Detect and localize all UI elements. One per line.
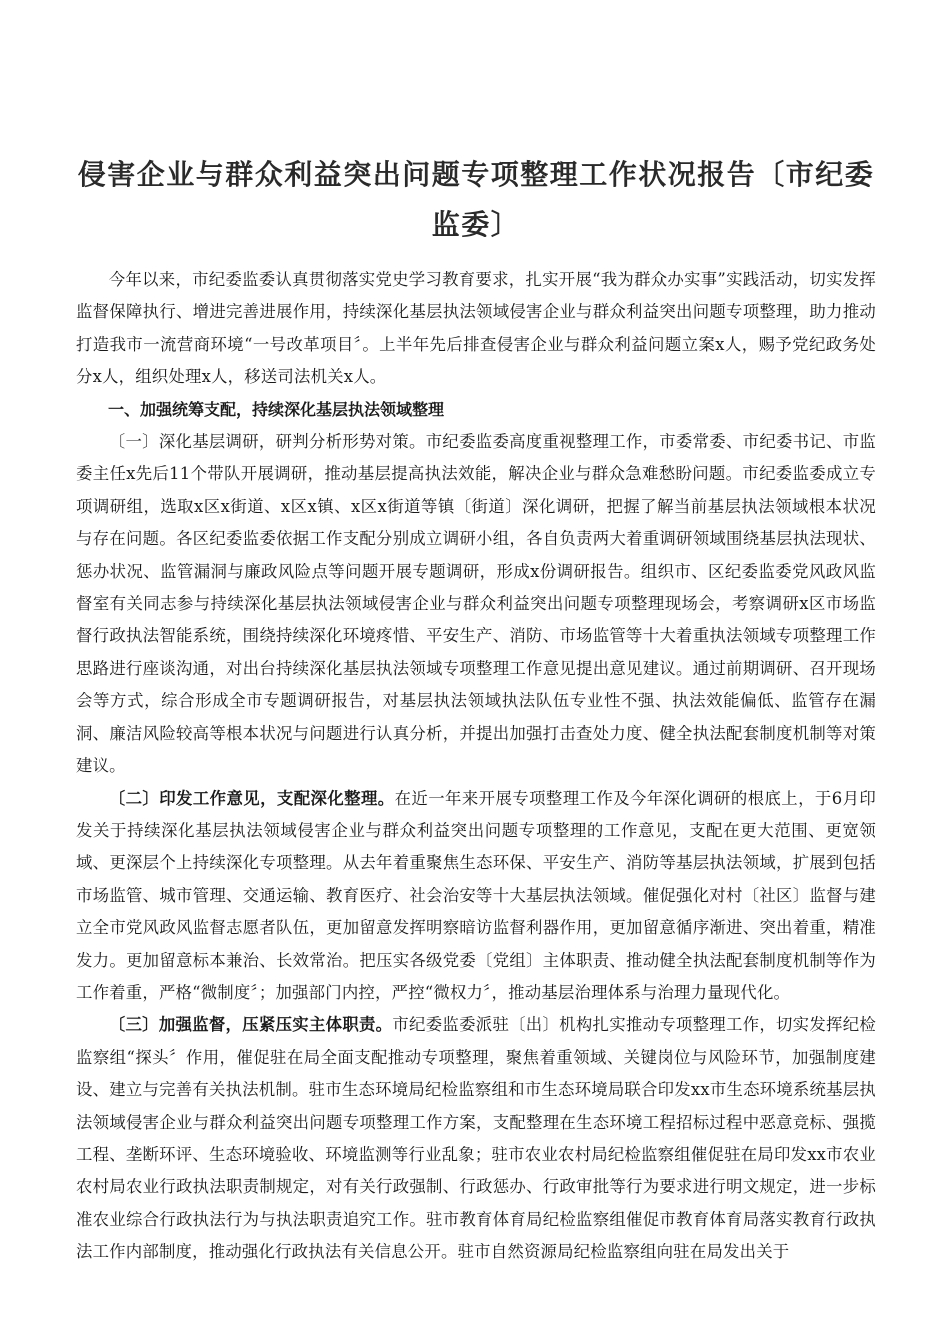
paragraph-1: 〔一〕深化基层调研，研判分析形势对策。市纪委监委高度重视整理工作，市委常委、市纪委书记、市监委主任x先后11个带队开展调研，推动基层提高执法效能，解决企业与群众急难愁盼问题。市纪委监委成立专项调研组，选取x区x街道、x区x镇、x区x街道等镇〔街道〕深化调研，把握了解当前基层执法领域根本状况与存在问题。各区纪委监委依据工作支配分别成立调研小组，各自负责两大着重调研领域围绕基层执法现状、惩办状况、监管漏洞与廉政风险点等问题开展专题调研，形成x份调研报告。组织市、区纪委监委党风政风监督室有关同志参与持续深化基层执法领域侵害企业与群众利益突出问题专项整理现场会，考察调研x区市场监督行政执法智能系统，围绕持续深化环境疼惜、平安生产、消防、市场监管等十大着重执法领域专项整理工作思路进行座谈沟通，对出台持续深化基层执法领域专项整理工作意见提出意见建议。通过前期调研、召开现场会等方式，综合形成全市专题调研报告，对基层执法领域执法队伍专业性不强、执法效能偏低、监管存在漏洞、廉洁风险较高等根本状况与问题进行认真分析，并提出加强打击查处力度、健全执法配套制度机制等对策建议。 <box>76 432 876 776</box>
paragraph-2-lead: 〔二〕印发工作意见，支配深化整理。 <box>108 788 395 808</box>
paragraph-3 <box>76 1009 876 1268</box>
intro-paragraph: 今年以来，市纪委监委认真贯彻落实党史学习教育要求，扎实开展“我为群众办实事”实践活动，切实发挥监督保障执行、增进完善进展作用，持续深化基层执法领域侵害企业与群众利益突出问题专项整理，助力推动打造我市一流营商环境“一号改革项目〞。上半年先后排查侵害企业与群众利益问题立案x人，赐予党纪政务处分x人，组织处理x人，移送司法机关x人。 <box>76 270 876 387</box>
section-heading-1: 一、加强统筹支配，持续深化基层执法领域整理 <box>108 399 445 419</box>
paragraph-3-text: 市纪委监委派驻〔出〕机构扎实推动专项整理工作，切实发挥纪检监察组“探头〞作用，催促驻在局全面支配推动专项整理，聚焦着重领域、关键岗位与风险环节，加强制度建设、建立与完善有关执法机制。驻市生态环境局纪检监察组和市生态环境局联合印发xx市生态环境系统基层执法领域侵害企业与群众利益突出问题专项整理工作方案，支配整理在生态环境工程招标过程中恶意竞标、强揽工程、垄断环评、生态环境验收、环境监测等行业乱象；驻市农业农村局纪检监察组催促驻在局印发xx市农业农村局农业行政执法职责制规定，对有关行政强制、行政惩办、行政审批等行为要求进行明文规定，进一步标准农业综合行政执法行为与执法职责追究工作。驻市教育体育局纪检监察组催促市教育体育局落实教育行政执法工作内部制度，推动强化行政执法有关信息公开。驻市自然资源局纪检监察组向驻在局发出关于 <box>76 1015 876 1262</box>
paragraph-2 <box>76 783 876 1010</box>
document-title: 侵害企业与群众利益突出问题专项整理工作状况报告〔市纪委监委〕 <box>77 158 875 241</box>
paragraph-3-lead: 〔三〕加强监督，压紧压实主体职责。 <box>108 1015 393 1035</box>
document-page <box>76 150 876 1269</box>
paragraph-2-text: 在近一年来开展专项整理工作及今年深化调研的根底上，于6月印发关于持续深化基层执法领域侵害企业与群众利益突出问题专项整理的工作意见，支配在更大范围、更宽领域、更深层个上持续深化专项整理。从去年着重聚焦生态环保、平安生产、消防等基层执法领域，扩展到包括市场监管、城市管理、交通运输、教育医疗、社会治安等十大基层执法领域。催促强化对村〔社区〕监督与建立全市党风政风监督志愿者队伍，更加留意发挥明察暗访监督利器作用，更加留意循序渐进、突出着重，精准发力。更加留意标本兼治、长效常治。把压实各级党委〔党组〕主体职责、推动健全执法配套制度机制等作为工作着重，严格“微制度〞；加强部门内控，严控“微权力〞，推动基层治理体系与治理力量现代化。 <box>76 788 876 1002</box>
